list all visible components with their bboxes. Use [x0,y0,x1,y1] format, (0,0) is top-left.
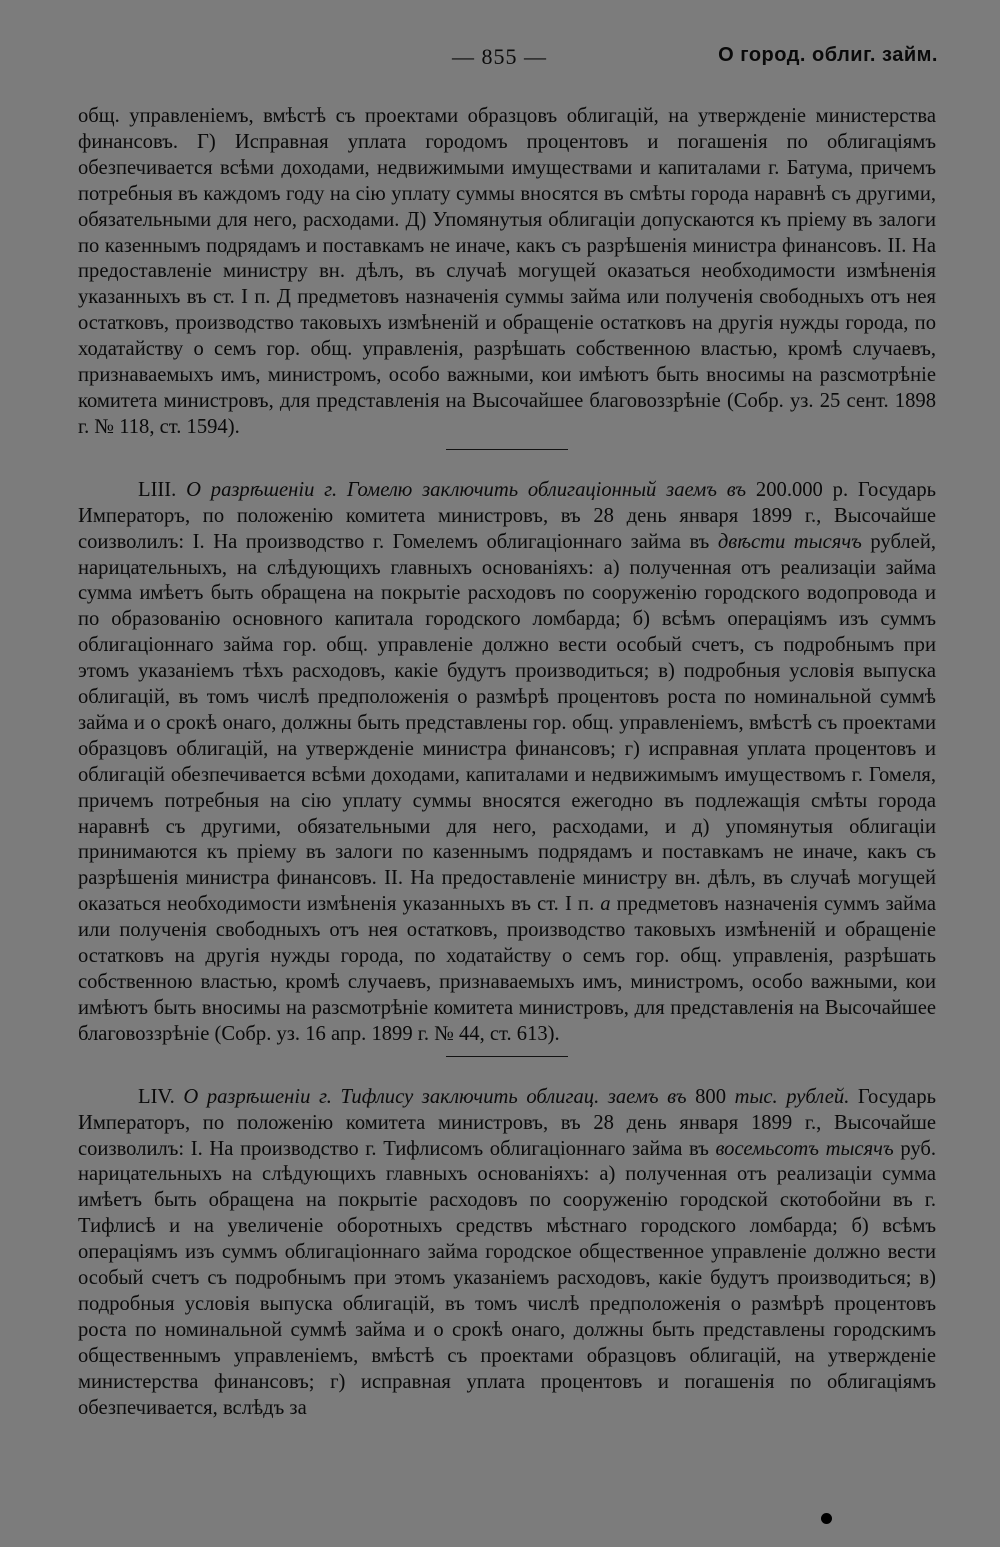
section-number: LIV. [138,1085,175,1108]
paragraph-text: руб. нарицательныхъ на слѣдующихъ главныхъ основаніяхъ: а) полученная отъ реализаціи сумма имѣетъ быть обращена на покрытіе расходовъ по сооруженію городской скотобойни въ г. Тифлисѣ и на увеличеніе оборотныхъ средствъ мѣстнаго городского ломбарда; б) всѣмъ операціямъ изъ суммъ облигаціоннаго займа городское общественное управленіе должно вести особый счетъ съ подробнымъ при этомъ указаніемъ расходовъ, какіе будутъ производиться; в) подробныя условія выпуска облигацій, въ томъ числѣ предположенія о размѣрѣ процентовъ роста по номинальной суммѣ займа и о срокѣ онаго, должны быть представлены городскимъ общественнымъ управленіемъ, вмѣстѣ съ проектами образцовъ облигацій, на утвержденіе министерства финансовъ; г) исправная уплата процентовъ и погашенія по облигаціямъ обезпечивается, вслѣдъ за [78,1137,937,1419]
section-heading: О разрѣшеніи г. Тифлису заключить облигац. заемъ въ [183,1085,687,1108]
paragraph-text: общ. управленіемъ, вмѣстѣ съ проектами образцовъ облигацій, на утвержденіе министерства финансовъ. Г) Исправная уплата городомъ процентовъ и погашенія по облигаціямъ обезпечивается всѣми доходами, недвижимыми имуществами и капиталами г. Батума, причемъ потребныя въ каждомъ году на сію уплату суммы вносятся въ смѣты города наравнѣ съ другими, обязательными для него, расходами. Д) Упомянутыя облигаціи допускаются къ пріему въ залоги по казеннымъ подрядамъ и поставкамъ не иначе, какъ съ разрѣшенія министра финансовъ. II. На предоставленіе министру вн. дѣлъ, въ случаѣ могущей оказаться необходимости измѣненія указанныхъ въ ст. I п. Д предметовъ назначенія суммы займа или полученія свободныхъ отъ нея остатковъ, производство таковыхъ измѣненій и обращеніе остатковъ на другія нужды города, по ходатайству о семъ гор. общ. управленія, разрѣшать собственною властью, кромѣ случаевъ, признаваемыхъ имъ, министромъ, особо важными, кои имѣютъ быть вносимы на разсмотрѣніе комитета министровъ, для представленія на Высочайшее благовоззрѣніе (Собр. уз. 25 сент. 1898 г. № 118, ст. 1594). [78,105,936,438]
body-text [78,104,936,1422]
page-number: — 855 — [452,44,547,69]
paragraph-text: Государь Императоръ, по положенію комитета министровъ, въ 28 день января 1899 г., Высочайше соизволилъ: I. На производство г. Тифлисомъ облигаціоннаго займа въ [78,1085,937,1160]
paragraph-section-liii [78,478,936,1048]
running-head: О город. облиг. займ. [718,44,938,66]
section-divider [446,1056,568,1057]
paragraph-text: Государь Императоръ, по положенію комитета министровъ, въ 28 день января 1899 г., Высочайше соизволилъ: I. На производство г. Гомелемъ облигаціоннаго займа въ [78,478,937,553]
emphasis-text: а [600,893,611,916]
section-heading: О разрѣшеніи г. Гомелю заключить облигаціонный заемъ въ [186,478,747,501]
emphasis-text: двѣсти тысячъ [717,530,862,553]
paragraph-text: предметовъ назначенія суммъ займа или полученія свободныхъ отъ нея остатковъ, производство таковыхъ измѣненій и обращеніе остатковъ на другія нужды города, по ходатайству о семъ гор. общ. управленія, разрѣшать собственною властью, кромѣ случаевъ, признаваемыхъ имъ, министромъ, особо важными, кои имѣютъ быть вносимы на разсмотрѣніе комитета министровъ, для представленія на Высочайшее благовоззрѣніе (Собр. уз. 16 апр. 1899 г. № 44, ст. 613). [78,893,936,1045]
section-heading: тыс. рублей. [734,1085,850,1108]
paragraph-continuation [78,104,936,441]
section-heading-amount: 800 [695,1085,726,1108]
paragraph-section-liv [78,1085,936,1422]
section-number: LIII. [138,478,177,501]
paragraph-text: рублей, нарицательныхъ, на слѣдующихъ главныхъ основаніяхъ: а) полученная отъ реализаціи займа сумма имѣетъ быть обращена на покрытіе расходовъ по сооруженію городского водопровода и по образованію основного капитала городского ломбарда; б) всѣмъ операціямъ изъ суммъ облигаціоннаго займа гор. общ. управленіе должно вести особый счетъ, съ подробнымъ при этомъ указаніемъ тѣхъ расходовъ, какіе будутъ производиться; в) подробныя условія выпуска облигацій, въ томъ числѣ предположенія о размѣрѣ процентовъ роста по номинальной суммѣ займа и о срокѣ онаго, должны быть представлены гор. общ. управленіемъ, вмѣстѣ съ проектами образцовъ облигацій, на утвержденіе министра финансовъ; г) исправная уплата процентовъ и облигацій обезпечивается всѣми доходами, капиталами и недвижимымъ имуществомъ г. Гомеля, причемъ потребныя на сію уплату суммы вносятся ежегодно въ подлежащія смѣты города наравнѣ съ другими, обязательными для него, расходами, и д) упомянутыя облигаціи принимаются къ пріему въ залоги по казеннымъ подрядамъ и поставкамъ не иначе, какъ съ разрѣшенія министра финансовъ. II. На предоставленіе министру вн. дѣлъ, въ случаѣ могущей оказаться необходимости измѣненія указанныхъ въ ст. I п. [78,530,936,916]
emphasis-text: восемьсотъ тысячъ [715,1137,894,1160]
section-heading-amount: 200.000 р. [755,478,849,501]
ink-dot [821,1513,832,1524]
page-header [0,44,1000,76]
section-divider [446,449,568,450]
